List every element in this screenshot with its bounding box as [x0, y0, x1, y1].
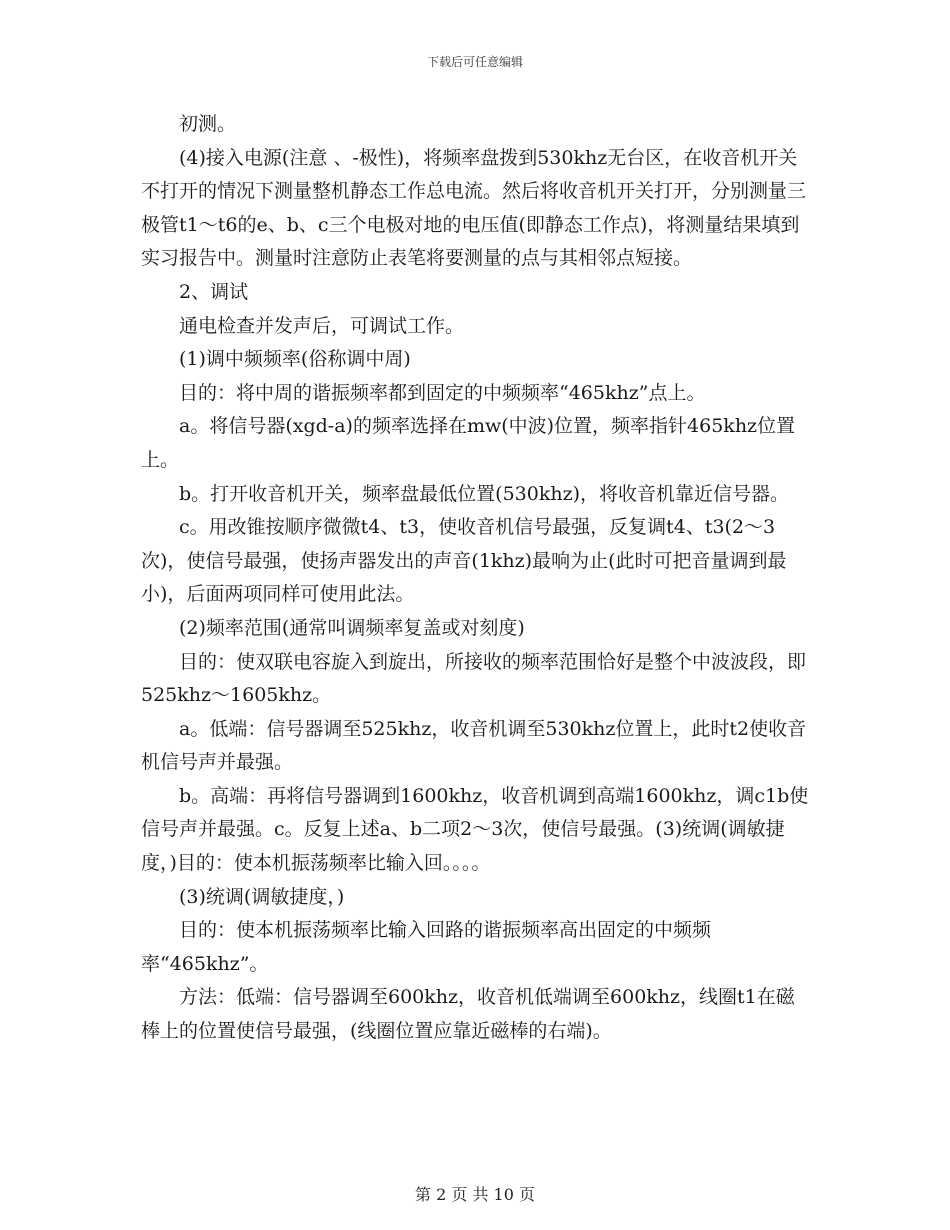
- paragraph: a。低端：信号器调至525khz，收音机调至530khz位置上，此时t2使收音机信号声并最强。: [141, 717, 807, 774]
- paragraph: c。用改锥按顺序微微t4、t3，使收音机信号最强，反复调t4、t3(2～3次)，使信号最强，使扬声器发出的声音(1khz)最响为止(此时可把音量调到最小)，后面两项同样可使用此法。: [141, 516, 787, 606]
- paragraph: b。打开收音机开关，频率盘最低位置(530khz)，将收音机靠近信号器。: [179, 482, 790, 505]
- page-footer: 第 2 页 共 10 页: [415, 1185, 535, 1204]
- paragraph: 通电检查并发声后，可调试工作。: [179, 314, 465, 337]
- paragraph: (2)频率范围(通常叫调频率复盖或对刻度): [179, 616, 525, 639]
- paragraph: (1)调中频频率(俗称调中周): [179, 348, 411, 371]
- paragraph: 方法：低端：信号器调至600khz，收音机低端调至600khz，线圈t1在磁棒上的位置使信号最强，(线圈位置应靠近磁棒的右端)。: [141, 986, 795, 1043]
- paragraph: 目的：使双联电容旋入到旋出，所接收的频率范围恰好是整个中波波段，即525khz～1605khz。: [141, 650, 807, 707]
- paragraph: 初测。: [179, 113, 237, 135]
- paragraph: 目的：将中周的谐振频率都到固定的中频频率“465khz”点上。: [179, 381, 706, 404]
- paragraph: (3)统调(调敏捷度，): [179, 885, 345, 908]
- paragraph: b。高端：再将信号器调到1600khz，收音机调到高端1600khz，调c1b使信号声并最强。c。反复上述a、b二项2～3次，使信号最强。(3)统调(调敏捷度，)目的：使本机振荡频率比输入回。。。。: [141, 784, 809, 875]
- document-body: [141, 108, 811, 1049]
- paragraph: 目的：使本机振荡频率比输入回路的谐振频率高出固定的中频频率“465khz”。: [141, 919, 712, 975]
- paragraph: 2、调试: [179, 280, 249, 303]
- paragraph: (4)接入电源(注意 、-极性)，将频率盘拨到530khz无台区，在收音机开关不打开的情况下测量整机静态工作总电流。然后将收音机开关打开，分别测量三极管t1～t6的e、b、c三个电极对地的电压值(即静态工作点)，将测量结果填到实习报告中。测量时注意防止表笔将要测量的点与其相邻点短接。: [141, 146, 807, 270]
- page-header: 下载后可任意编辑: [426, 55, 523, 69]
- paragraph: a。将信号器(xgd-a)的频率选择在mw(中波)位置，频率指针465khz位置上。: [141, 415, 796, 471]
